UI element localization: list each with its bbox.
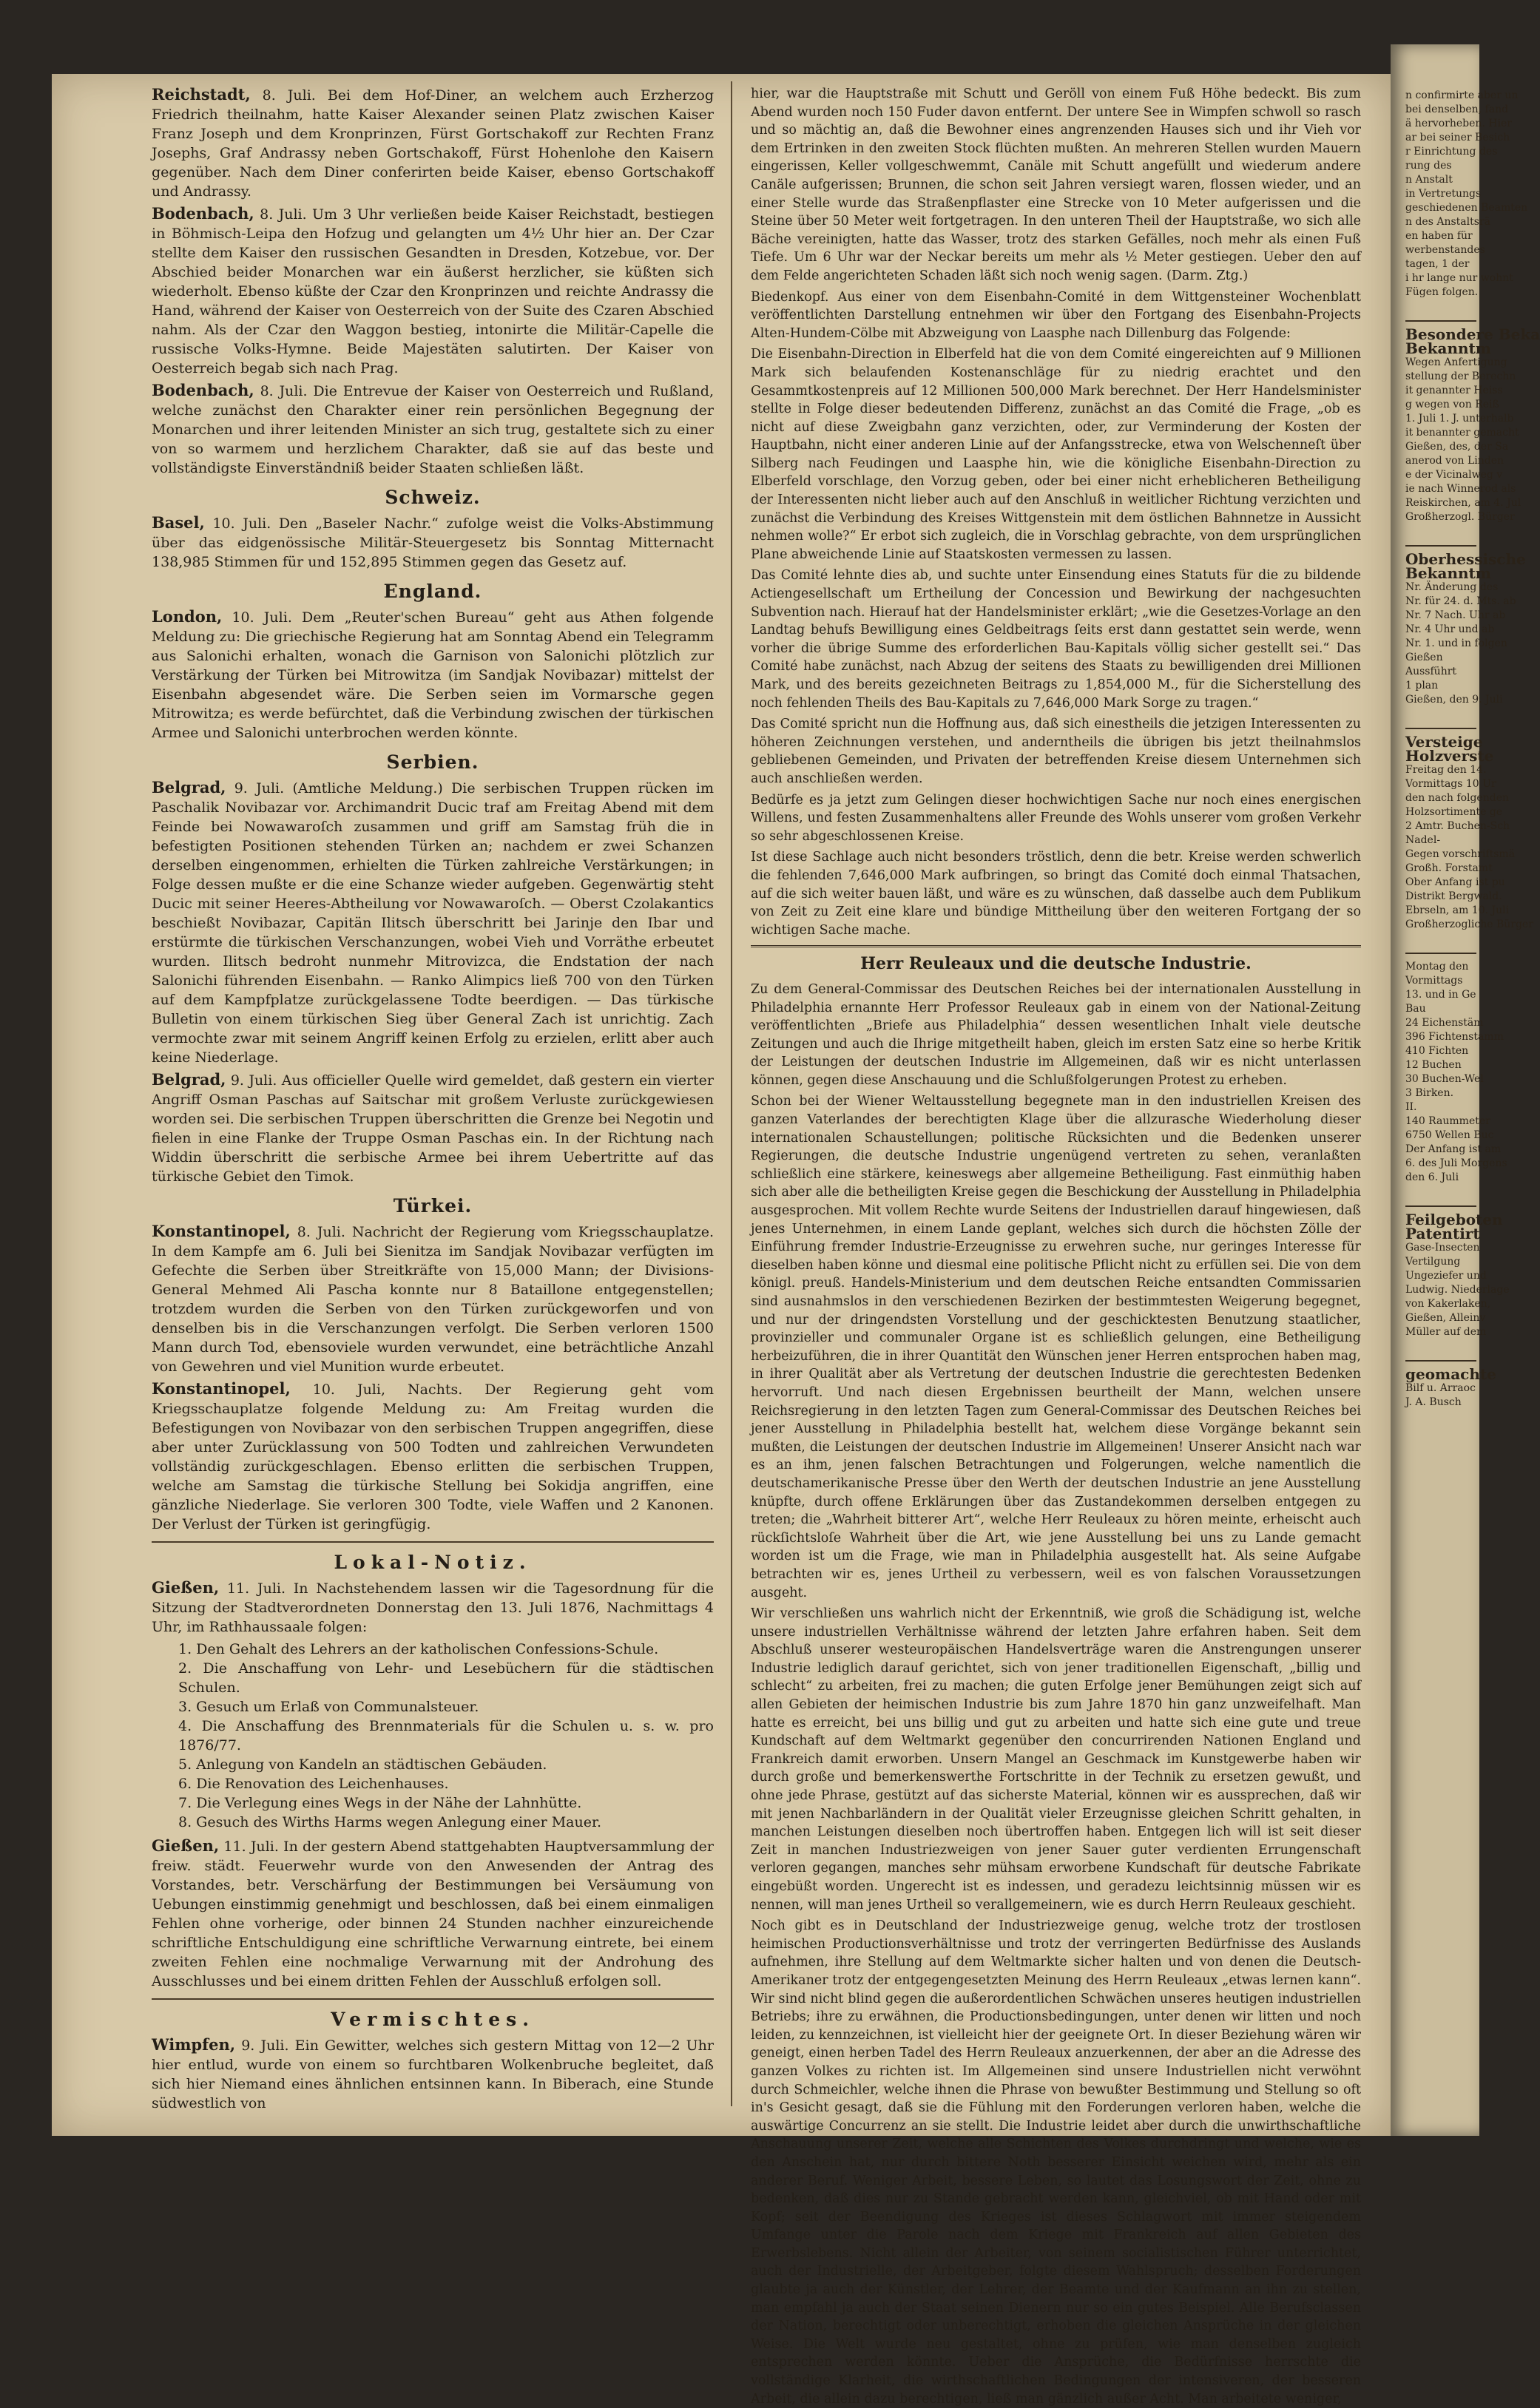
edge-notice-box [1405,953,1507,1185]
edge-line: Gießen, den 9. Juli [1405,694,1503,706]
edge-line: II. [1405,1101,1417,1113]
dispatch-biedenkopf: Biedenkopf. Aus einer von dem Eisenbahn-Comité in dem Wittgensteiner Wochenblatt veröffentlichten Darstellung entnehmen wir über den Fortgang des Eisenbahn-Projects Alten-Hundem-Cölbe mit Abzweigung von Laasphe nach Dillenburg das Folgende: [751,289,1361,341]
edge-line: den 6. Juli [1405,1171,1459,1183]
section-heading-lokal-notiz: Lokal-Notiz. [334,1552,532,1573]
dispatch-konstantinopel-1: Konstantinopel, 8. Juli. Nachricht der Regierung vom Kriegsschauplatze. In dem Kampfe am 6. Juli bei Sienitza im Sandjak Novibazar verfügten im Gefechte die Serben über Streitkräfte von 15,000 Mann; der Divisions-General Mehmed Ali Pascha konnte nur 8 Bataillone entgegenstellen; trotzdem wurden die Serben von den Türken zurückgeworfen und von denselben bis in die Verschanzungen verfolgt. Die Serben verloren 1500 Mann durch Tod, ebensoviele wurden verwundet, eine beträchtliche Anzahl von Gewehren und viel Munition wurde erbeutet. [152,1222,715,1375]
wimpfen-continued: hier, war die Hauptstraße mit Schutt und Geröll von einem Fuß Höhe bedeckt. Bis zum Abend wurden noch 150 Fuder davon entfernt. Der untere See in Wimpfen schwoll so rasch und so mächtig an, daß die Bewohner eines angrenzenden Hauses sich und ihr Vieh vor dem Ertrinken in den zweiten Stock flüchten mußten. An mehreren Stellen wurden Mauern eingerissen, Keller vollgeschwemmt, Canäle mit Schutt angefüllt und wiederum andere Canäle aufgerissen; Brunnen, die schon seit Jahren versiegt waren, flossen wieder, und an einer Stelle wurde das Straßenpflaster eine Strecke von 10 Meter aufgerissen und die Steine über 50 Meter weit fortgetragen. In den unteren Theil der Hauptstraße, wo sich alle Bäche vereinigten, hatte das Wasser, trotz des starken Gefälles, noch mehr als einen Fuß Tiefe. Um 6 Uhr war der Neckar bereits um mehr als ½ Meter gestiegen. Ueber den auf dem Felde angerichteten Schaden läßt sich noch wenig sagen. (Darm. Ztg.) [751,87,1361,283]
edge-notice-box [1405,1360,1496,1410]
edge-line: g wegen von Reiß [1405,399,1499,410]
dispatch-belgrad-1: Belgrad, 9. Juli. (Amtliche Meldung.) Die serbischen Truppen rücken im Paschalik Novibazar vor. Archimandrit Ducic traf am Freitag Abend mit dem Feinde bei Nowawaroſch zusammen und griff am Samstag früh die in befestigten Positionen stehenden Türken an; nachdem er zwei Schanzen derselben eingenommen, erhielten die Türken zahlreiche Verstärkungen; in Folge dessen mußte er die eine Schanze wieder aufgeben. Gegenwärtig steht Ducic mit seiner Heeres-Abtheilung vor Nowawaroſch. — Oberst Czolakantics beschießt Novibazar, Capitän Ilitsch überschritt bei Jarinje den Ibar und erstürmte die türkischen Verschanzungen, wobei Vieh und Vorräthe erbeutet wurden. Ilitsch bedroht nunmehr Mitrovizca, die Endstation der nach Salonichi führenden Eisenbahn. — Ranko Alimpics ließ 700 von den Türken auf dem Kampfplatze zurückgelassene Todte beerdigen. — Das türkische Bulletin von einem türkischen Sieg über General Zach ist unrichtig. Zach vermochte zwar mit seinem Angriff keinen Erfolg zu erzielen, erlitt aber auch keine Niederlage. [152,778,714,1066]
dispatch-reichstadt: Reichstadt, 8. Juli. Bei dem Hof-Diner, an welchem auch Erzherzog Friedrich theilnahm, hatte Kaiser Alexander seinen Platz zwischen Kaiser Franz Joseph und dem Kronprinzen, Fürst Gortschakoff zur Rechten Franz Josephs, Graf Andrassy neben Gortschakoff, Fürst Hohenlohe den Kaisern gegenüber. Nach dem Diner conferirten beide Kaiser, ebenso Gortschakoff und Andrassy. [152,85,714,200]
edge-line: stellung der Berechn [1405,371,1516,382]
agenda-item: 5. Anlegung von Kandeln an städtischen Gebäuden. [178,1756,547,1773]
railway-paragraph: Das Comité lehnte dies ab, und suchte unter Einsendung eines Statuts für die zu bildende Actiengesellschaft um Ertheilung der Concession und Bewirkung der nachgesuchten Subvention nach. Hierauf hat der Handelsminister erklärt; „wie die Gesetzes-Vorlage an den Landtag behufs Bewilligung eines Geldbeitrags ſeits erst dann gestattet sein werde, wenn vorher die übrige Summe des erforderlichen Bau-Kapitals völlig sicher gestellt sei.“ Das Comité habe zunächst, nach Abzug der seitens des Staats zu bewilligenden drei Millionen Mark, und des bereits gezeichneten Beitrags zu 1,854,000 M., für die Sicherstellung des noch fehlenden Theils des Bau-Kapitals zu 7,646,000 Mark Sorge zu tragen.“ [751,568,1361,711]
edge-line: Gießen, Alleinv [1405,1312,1486,1324]
edge-subheading: Bekanntm [1405,564,1491,582]
section-rule [152,1998,714,2000]
edge-line: i hr lange nur wohnt [1405,272,1513,284]
edge-line: it genannter Heiss [1405,385,1503,396]
agenda-list [178,1640,714,1832]
adjacent-page-edge [1391,44,1540,2136]
edge-line: Nr. 7 Nach. Uhr ab [1405,609,1506,621]
edge-line: Gießen, des, der Sa [1405,441,1509,453]
edge-line: 396 Fichtenstamm [1405,1031,1504,1043]
edge-subheading: Holzverste [1405,747,1494,765]
edge-line: den nach folgenden [1405,792,1509,804]
edge-line: rung des [1405,160,1452,172]
edge-line: en haben für [1405,230,1473,242]
dispatch-bodenbach-1: Bodenbach, 8. Juli. Um 3 Uhr verließen beide Kaiser Reichstadt, bestiegen in Böhmisch-Leipa den Hofzug und gelangten um 4½ Uhr hier an. Der Czar stellte dem Kaiser den russischen Gesandten in Dresden, Kotzebue, vor. Der Abschied beider Monarchen war ein äußerst herzlicher, sie küßten sich wiederholt. Ebenso küßte der Czar den Kronprinzen und reichte Andrassy die Hand, während der Kaiser von Oesterreich von der Suite des Czaren Abschied nahm. Als der Czar den Waggon bestieg, intonirte die Militär-Capelle die russische Volks-Hymne. Beide Majestäten salutirten. Der Kaiser von Oesterreich begab sich nach Prag. [152,204,714,376]
edge-line: Vormittags [1405,975,1463,987]
agenda-item: 2. Die Anschaffung von Lehr- und Lesebüchern für die städtischen Schulen. [178,1660,714,1696]
edge-line: J. A. Busch [1405,1396,1462,1408]
edge-line: Vormittags 10 Ur [1405,778,1496,790]
edge-line: n Anstalt [1405,174,1453,186]
railway-paragraph: Ist diese Sachlage auch nicht besonders tröstlich, denn die betr. Kreise werden schwerlich die fehlenden 7,646,000 Mark aufbringen, so bringt das Comité doch einmal Thatsachen, auf die sich weiter bauen läßt, und wäre es zu wünschen, daß dasselbe auch dem Publikum von Zeit zu Zeit eine klare und bündige Mittheilung über den weiteren Fortgang der so wichtigen Sache mache. [751,850,1361,938]
agenda-item: 7. Die Verlegung eines Wegs in der Nähe der Lahnhütte. [178,1795,582,1811]
edge-line: geschiedenen Beamten [1405,202,1528,214]
edge-line: Ebrseln, am 10. Juli [1405,904,1510,916]
section-rule [152,1541,714,1543]
dispatch-wimpfen: Wimpfen, 9. Juli. Ein Gewitter, welches sich gestern Mittag von 12—2 Uhr hier entlud, wurde von einem so furchtbaren Wolkenbruche begleitet, daß sich hier Niemand eines ähnlichen entsinnen kann. In Biberach, eine Stunde südwestlich von [152,2035,714,2111]
edge-line: anerod von Linden [1405,455,1504,467]
edge-line: Aussführt [1405,666,1457,677]
edge-notice-box [1405,320,1540,524]
column-divider [731,81,732,2106]
edge-line: Holzsortimente ge [1405,806,1503,818]
edge-line: Reiskirchen, am 4. Jul [1405,497,1522,509]
edge-line: von Kakerlaken, [1405,1298,1491,1310]
edge-line: Müller auf dem [1405,1326,1487,1338]
edge-line: Der Anfang ist am [1405,1143,1502,1155]
edge-line: Freitag den 14. [1405,764,1487,776]
edge-line: in Vertretungs [1405,188,1482,200]
adjacent-page-text [1405,89,1540,1410]
railway-paragraph: Die Eisenbahn-Direction in Elberfeld hat die von dem Comité eingereichten auf 9 Millionen Mark sich belaufenden Kostenanschläge für zu niedrig erachtet und den Gesammtkostenpreis auf 12 Millionen 500,000 Mark berechnet. Der Herr Handelsminister stellte in Folge dieser bedeutenden Differenz, zunächst an das Comité die Frage, „ob es nicht auf diese Zweigbahn ganz verzichten, oder, zur Verminderung der Kosten der Hauptbahn, nicht einer anderen Linie auf der Anfangsstrecke, etwa von Welschenneſt über Silberg nach Feudingen und Laasphe hin, wie die königliche Eisenbahn-Direction zu Elberfeld vorschlage, den Vorzug geben, oder bei einer nicht erheblicheren Betheiligung der Interessenten nicht lieber auch auf den Anschluß in weitlicher Richtung verzichten und zunächst die Verbindung des Kreises Wittgenstein mit dem östlichen Bahnnetze in Aussicht nehmen wolle?“ Er erbot sich zugleich, die in Vorschlag gebrachte, von dem ursprünglichen Plane abweichende Linie auf Staatskosten vermessen zu lassen. [751,347,1361,562]
edge-line: Wegen Anfertigung [1405,356,1507,368]
edge-line: Montag den [1405,961,1469,973]
edge-line: 6. des Juli Morgens [1405,1157,1507,1169]
edge-line: 1 plan [1405,680,1439,691]
edge-line: werbenstandes [1405,244,1485,256]
article-paragraph: Wir verschließen uns wahrlich nicht der Erkenntniß, wie groß die Schädigung ist, welche unsere industriellen Verhältnisse während der letzten Jahre erfahren haben. Seit dem Abschluß unserer westeuropäischen Handelsverträge waren die Anstrengungen unserer Industrie lediglich darauf gerichtet, sich von jener traditionellen Eigenschaft, „billig und schlecht“ zu arbeiten, frei zu machen; die guten Erfolge jener Bemühungen zeigt sich auf allen Gebieten der heimischen Industrie bis zum Jahre 1870 hin ganz unzweifelhaft. Man hatte es erreicht, bei uns billig und gut zu arbeiten und hatte sich eine gute und treue Kundschaft auf dem Weltmarkt gegenüber den concurrirenden Nationen England und Frankreich damit erworben. Unsern Mangel an Geschmack im Kunstgewerbe haben wir durch große und bemerkenswerthe Fortschritte in der Technik zu ersetzen gewußt, und ohne jede Phrase, gestützt auf das sicherste Material, können wir es aussprechen, daß wir mit jenen Nachbarländern in der Qualität vieler Erzeugnisse gleichen Schritt gehalten, in manchen Leistungen dieselben noch übertroffen haben. Entgegen lich will ist seit dieser Zeit in manchen Industriezweigen von jener Sauer guter verdienten Errungenschaft verloren gegangen, manches sehr mühsam erworbene Kundschaft für deutsche Fabrikate eingebüßt worden. Ungerecht ist es indessen, und geradezu leichtsinnig müssen wir es nennen, will man jenes Urtheil so verallgemeinern, wie es durch Herrn Reuleaux geschieht. [751,1606,1361,1912]
edge-line: Bau [1405,1003,1426,1015]
edge-line: 6750 Wellen Buc [1405,1129,1494,1141]
dispatch-konstantinopel-2: Konstantinopel, 10. Juli, Nachts. Der Regierung geht vom Kriegsschauplatze folgende Meldung zu: Am Freitag wurden die Befestigungen von Novibazar von den serbischen Truppen angegriffen, diese aber unter Zurücklassung von 500 Todten und zahlreichen Verwundeten vollständig zurückgeschlagen. Ebenso erlitten die serbischen Truppen, welche am Samstag die türkische Stellung bei Sokidja angriffen, eine gänzliche Niederlage. Sie verloren 300 Todte, viele Waffen und 2 Kanonen. Der Verlust der Türken ist geringfügig. [152,1379,714,1532]
section-heading-serbien: Serbien. [386,751,479,773]
edge-line: Großherzogl. Bürger [1405,511,1515,523]
edge-line: Ober Anfang ist pu [1405,876,1505,888]
edge-line: Großh. Forstamt [1405,862,1493,874]
edge-heading: Versteige [1405,733,1483,751]
edge-line: 1. Juli 1. J. unterhalb [1405,413,1514,425]
edge-notice-box [1405,1205,1510,1339]
railway-paragraph: Das Comité spricht nun die Hoffnung aus, daß sich einestheils die jetzigen Interessenten zu höheren Zeichnungen verstehen, und anderntheils die übrigen bis jetzt theilnahmslos gebliebenen Gemeinden, und Privaten der betreffenden Kreise diesem Unternehmen sich auch anschließen werden. [751,717,1361,786]
edge-line: Gießen [1405,652,1443,663]
agenda-item: 4. Die Anschaffung des Brennmaterials für die Schulen u. s. w. pro 1876/77. [178,1718,714,1753]
edge-notice-box [1405,728,1533,932]
article-heading-reuleaux: Herr Reuleaux und die deutsche Industrie. [751,945,1361,973]
railway-paragraph: Bedürfe es ja jetzt zum Gelingen dieser hochwichtigen Sache nur noch eines energischen Willens, und festen Zusammenhaltens aller Freunde des Wohls unserer vom großen Verkehr so sehr abgeschlossenen Kreise. [751,792,1361,844]
edge-line: ie nach Winnerod als [1405,483,1516,495]
edge-line: it benannter gemacht [1405,427,1519,439]
edge-line: tagen, 1 der [1405,258,1470,270]
agenda-item: 6. Die Renovation des Leichenhauses. [178,1776,449,1792]
edge-line: Nr. Änderung des [1405,581,1499,593]
edge-heading: Oberhessische [1405,550,1526,568]
dispatch-bodenbach-2: Bodenbach, 8. Juli. Die Entrevue der Kaiser von Oesterreich und Rußland, welche zunächst den Charakter einer rein persönlichen Begegnung der Monarchen und ihrer leitenden Minister an sich trug, gestaltete sich zu einer von so warmem und herzlichem Charakter, daß sie auf das beste und vollständigste Einverständniß beider Staaten schließen läßt. [152,381,714,476]
edge-line: Nr. 4 Uhr und ab [1405,623,1495,635]
edge-line: Nr. für 24. d. Mts. ab [1405,595,1516,607]
edge-line: e der Vicinalweg v [1405,469,1503,481]
edge-line: 410 Fichten [1405,1045,1469,1057]
article-paragraph: Noch gibt es in Deutschland der Industriezweige genug, welche trotz der trostlosen heimischen Productionsverhältnisse und trotz der verringerten Bedürfnisse des Auslands aufnehmen, ihre Stellung auf dem Weltmarkte sicher halten und von denen die Deutsch-Amerikaner trotz der entgegengesetzten Meinung des Herrn Reuleaux „etwas lernen kann“. Wir sind nicht blind gegen die außerordentlichen Schwächen unseres heutigen industriellen Betriebs; ihre zu erwähnen, die Productionsbedingungen, unter denen wir litten und noch leiden, zu kennzeichnen, ist vielleicht hier der geeignete Ort. In dieser Beziehung wären wir geneigt, einen herben Tadel des Herrn Reuleaux anzuerkennen, der aber an die Adresse des ganzen Volkes zu richten ist. Im Allgemeinen sind unsere Industriellen nicht verwöhnt durch Schmeichler, welche ihnen die Phrase von bewußter Bestimmung und Stellung so oft in's Gesicht gesagt, daß sie die Fühlung mit den Forderungen verloren haben, welche die auswärtige Concurrenz an sie stellt. Die Industrie leidet aber durch die unwirthschaftliche Anschauung unserer Zeit, welche alle Schichten des Volkes durchdringt und welche, wie es den Anschein hat, nur durch bittere Noth besserer Einsicht weichen wird, mehr als ein anderer Beruf. Weniger Arbeit, bessere Leben, so lautet das Losungswort der Zeit, ohne zu bedenken, daß dies nur zu Stande gebracht werden kann, gleichviel, ob mit Hand oder mit Kopf; seit der Beendigung des Krieges ist dieses Schlagwort mit immer steigendem Umfange unter die Parole nach dem Kriege mit Frankreich auf allen Gebieten des Erwerbslebens. Nicht allein der Arbeiter, von seinem socialistischen Führer unterrichtet, auch der Industrielle, der Arbeitgeber, folgte diesem Wahlspruch; desselben Forderungen glaubte ja auch der Künstler, der Lehrer, der Beamte und der Kaufmann an ihn zu stellen, man empfahl ja auch der Staat seinen Dienern nur so ein gutes Beispiel. Alle Berufsclassen der Nation, berechtigt oder unberechtigt, erhoben die gleichen Ansprüche in der gleichen Weise. Die Welt wurde neu gestaltet, ohne zu prüfen, wie man denselben zugleich entsprechen werden könnte. Ueber die Ansprüche, die Bedürfnisse herrschte die vollständige Klarheit, die wirthschaftlichen Bedingungen der intensiveren, der besseren Arbeit, die allein dazu berechtigen, ließ man gänzlich außer Acht. Man arbeitete weniger, [751,1918,1361,2407]
dispatch-basel: Basel, 10. Juli. Den „Baseler Nachr.“ zufolge weist die Volks-Abstimmung über das eidgenössische Militär-Steuergesetz bis Sonntag Mitternacht 138,985 Stimmen für und 152,895 Stimmen gegen das Gesetz auf. [152,513,715,570]
edge-line: Nr. 1. und in folgen [1405,637,1507,649]
right-column [751,85,1361,2407]
edge-line: 12 Buchen [1405,1059,1462,1071]
edge-line: 30 Buchen-Wel [1405,1073,1484,1085]
dispatch-belgrad-2: Belgrad, 9. Juli. Aus officieller Quelle wird gemeldet, daß gestern ein vierter Angriff Osman Paschas auf Saitschar mit großem Verluste zurückgewiesen worden sei. Die serbischen Truppen überschritten die Grenze bei Negotin und fielen in eine Flanke der Truppe Osman Paschas ein. In der Richtung nach Widdin überschritt die serbische Armee bei ihrem Uebertritte auf das türkische Gebiet den Timok. [152,1070,715,1185]
edge-line: Distrikt Bergwald. [1405,890,1502,902]
edge-line: Gegen vorschriftsmä [1405,848,1516,860]
section-heading-england: England. [383,581,482,602]
edge-line: Gase-Insecten [1405,1242,1480,1254]
article-paragraph: Schon bei der Wiener Weltausstellung begegnete man in den industriellen Kreisen des ganzen Vaterlandes der berechtigten Klage über die allzurasche Wiederholung dieser internationalen Schaustellungen; politische Rücksichten und die Bedenken unserer Regierungen, die deutsche Industrie ungenügend vertreten zu sehen, veranlaßten schließlich eine stärkere, keineswegs aber allgemeine Betheiligung. Fast einmüthig haben sich aber alle die betheiligten Kreise gegen die Beschickung der Ausstellung in Philadelphia ausgesprochen. Mit vollem Rechte wurde Seitens der Industriellen darauf hingewiesen, daß jenes Unternehmen, in einem Lande geplant, welches sich durch die höchsten Zölle der Einführung fremder Industrie-Erzeugnisse zu erwehren suche, nur geringes Interesse für dieselben haben könne und diesmal eine politische Pflicht nicht zu erfüllen sei. Die von dem königl. preuß. Handels-Ministerium und dem deutschen Reiche entsandten Commissarien sind ausnahmslos in den verschiedenen Bezirken der bestimmtesten Weigerung begegnet, und nur der dringendsten Vorstellung und der geschicktesten Benutzung staatlicher, provinzieller und communaler Organe ist es schließlich gelungen, eine Betheiligung herbeizuführen, die in ihrer Quantität den Wünschen jener Herren entsprochen haben mag, in ihrer Qualität aber als Vertretung der deutschen Industrie die gerechtesten Bedenken hervorruft. Und nach diesen Ergebnissen beurtheilt der Mann, welchen unsere Reichsregierung in den letzten Tagen zum General-Commissar des Deutschen Reiches bei jener Ausstellung in Philadelphia bestellt hat, welchem diese Vorgänge bekannt sein mußten, die Leistungen der deutschen Industrie im Allgemeinen! Unserer Ansicht nach war es an ihm, jenen falschen Betrachtungen und Folgerungen, welche namentlich die deutschamerikanische Presse über den Werth der deutschen Industrie an jene Ausstellung knüpfte, durch offene Erklärungen über das Zustandekommen derselben entgegen zu treten; die „Wahrheit bitterer Art“, welche Herr Reuleaux zu hören meinte, erheischt auch rückſichtsloſe Wahrheit über die Art, wie jene Ausstellung bei uns zu Lande gemacht worden ist um die Frage, wie man in Philadelphia ausgestellt hat. Als seine Aufgabe betrachten wir es, jenes Urtheil zu verbessern, weil es von falschen Voraussetzungen ausgeht. [751,1094,1361,1600]
edge-line: n des Anstaltsrä [1405,216,1490,228]
edge-line: 13. und in Ge [1405,989,1476,1001]
edge-line: Ludwig. Niederlage [1405,1284,1510,1296]
edge-line: Fügen folgen. [1405,286,1479,298]
section-heading-tuerkei: Türkei. [393,1195,473,1217]
edge-subheading: Bekanntm [1405,339,1491,357]
section-heading-vermischtes: Vermischtes. [331,2009,535,2030]
edge-line: Ungeziefer und [1405,1270,1487,1282]
agenda-item: 3. Gesuch um Erlaß von Communalsteuer. [178,1699,479,1715]
edge-line: 3 Birken. [1405,1087,1454,1099]
edge-line: ä hervorheben. Hier [1405,118,1512,129]
edge-line: bei denselben, fand [1405,104,1509,115]
edge-line: 24 Eichenstäm [1405,1017,1484,1029]
agenda-item: 1. Den Gehalt des Lehrers an der katholischen Confessions-Schule. [178,1641,659,1657]
edge-line: ar bei seiner Besich [1405,132,1510,143]
notice-giessen-feuerwehr: Gießen, 11. Juli. In der gestern Abend stattgehabten Hauptversammlung der freiw. städt. Feuerwehr wurde von den Anwesenden der Antrag des Vorstandes, betr. Verschärfung der Bestimmungen bei Versäumung von Uebungen einstimmig genehmigt und beschlossen, daß bei einem einmaligen Fehlen ohne vorherige, oder binnen 24 Stunden nachher einzureichende schriftliche Entschuldigung eine schriftliche Verwarnung eintrete, bei einem zweiten Fehlen eine nochmalige Verwarnung mit der Androhung des Ausschlusses und bei einem dritten Fehlen der Ausschluß erfolgen soll. [152,1836,714,1989]
article-paragraph: Zu dem General-Commissar des Deutschen Reiches bei der internationalen Ausstellung in Philadelphia ernannte Herr Professor Reuleaux gab in einem von der National-Zeitung veröffentlichten „Briefe aus Philadelphia“ dessen wesentlichen Inhalt viele deutsche Zeitungen und auch die Ihrige mitgetheilt haben, gleich im ersten Satz eine so herbe Kritik der Leistungen der deutschen Industrie im Allgemeinen, daß wir es nicht unterlassen können, gegen diese Anschauung und die Schlußfolgerungen Protest zu erheben. [751,981,1361,1088]
notice-giessen-agenda: Gießen, 11. Juli. In Nachstehendem lassen wir die Tagesordnung für die Sitzung der Stadtverordneten Donnerstag den 13. Juli 1876, Nachmittags 4 Uhr, im Rathhaussaale folgen: [152,1578,714,1635]
edge-line: 140 Raummeter [1405,1115,1490,1127]
edge-line: n confirmirte aber un [1405,89,1519,101]
left-column [152,85,714,2114]
edge-line: Großherzogliche Bürger [1405,919,1533,930]
edge-line: Bilf u. Arraoc [1405,1382,1476,1394]
edge-subheading: Patentirt [1405,1225,1480,1242]
edge-heading: Feilgeboten [1405,1211,1503,1228]
section-heading-schweiz: Schweiz. [385,487,481,508]
edge-heading: Besondere Beka [1405,325,1540,343]
edge-line: Vertilgung [1405,1256,1461,1268]
agenda-item: 8. Gesuch des Wirths Harms wegen Anlegung einer Mauer. [178,1814,602,1830]
edge-line: r Einrichtung des [1405,146,1498,158]
edge-line: 2 Amtr. Buchen-Sch [1405,820,1510,832]
edge-heading: geomachte [1405,1365,1496,1383]
edge-line: Nadel- [1405,834,1441,846]
edge-notice-box [1405,545,1526,707]
dispatch-london: London, 10. Juli. Dem „Reuter'schen Bureau“ geht aus Athen folgende Meldung zu: Die griechische Regierung hat am Sonntag Abend ein Telegramm aus Salonichi erhalten, wonach die Garnison von Salonichi plötzlich zur Verstärkung der Türken bei Mitrowitza (im Sandjak Novibazar) mittelst der Eisenbahn abgesendet wäre. Die Serben seien im Vormarsche gegen Mitrowitza; es werde befürchtet, daß die Verbindung zwischen der türkischen Armee und Salonichi unterbrochen werden könnte. [152,607,714,741]
